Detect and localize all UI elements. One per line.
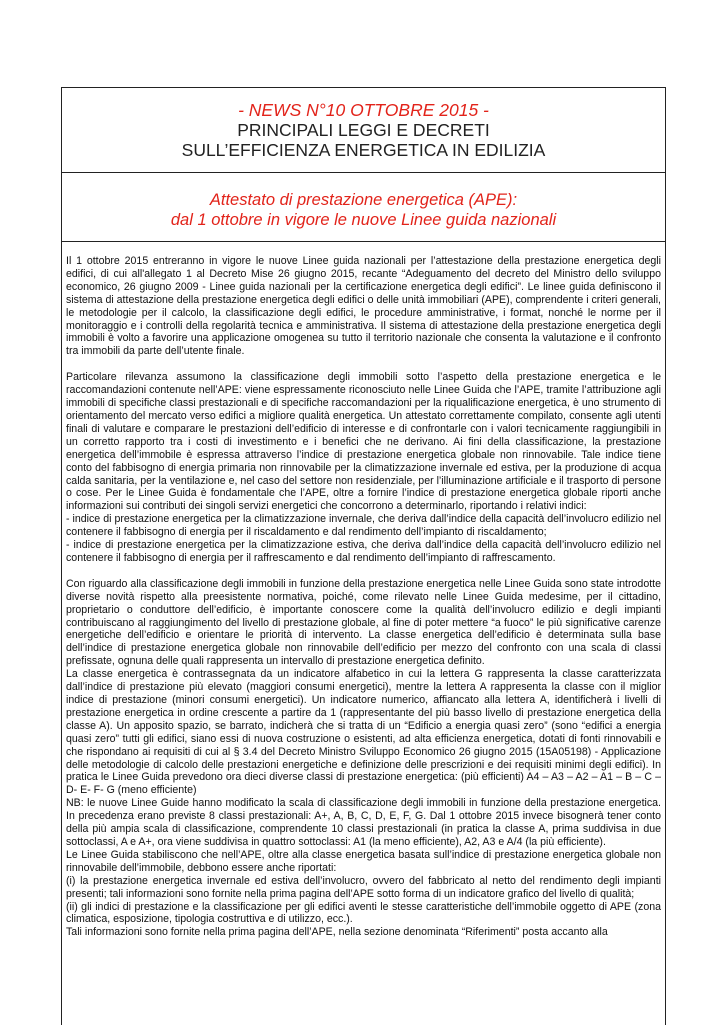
newsletter-page (61, 87, 666, 1025)
paragraph-energy-class: La classe energetica è contrassegnata da un indicatore alfabetico in cui la lettera G rappresenta la classe caratterizzata dall’indice di prestazione più elevato (maggiori consumi energetici), mentre la lettera A rappresenta la classe con il miglior indice di prestazione (minori consumi energetici). Un indicatore numerico, affiancato alla lettera A, identificherà i livelli di prestazione energetica in ordine crescente a partire da 1 (rappresentante del più basso livello di prestazione energetica della classe A). Un apposito spazio, se barrato, indicherà che si tratta di un “Edificio a energia quasi zero” (sono “edifici a energia quasi zero” tutti gli edifici, siano essi di nuova costruzione o esistenti, ad alta efficienza energetica, dotati di fonti rinnovabili e che rispondano ai requisiti di cui al § 3.4 del Decreto Ministro Sviluppo Economico 26 giugno 2015 (15A05198) - Applicazione delle metodologie di calcolo delle prestazioni energetiche e definizione delle prescrizioni e dei requisiti minimi degli edifici). In pratica le Linee Guida prevedono ora dieci diverse classi di prestazione energetica: (più efficienti) A4 – A3 – A2 – A1 – B – C – D- E- F- G (meno efficiente) (66, 668, 661, 797)
list-item-envelope: (i) la prestazione energetica invernale ed estiva dell’involucro, ovvero del fabbricato al netto del rendimento degli impianti presenti; tali informazioni sono fornite nella prima pagina dell’APE sotto forma di un indicatore grafico del livello di qualità; (66, 874, 661, 900)
article-body (62, 242, 665, 939)
paragraph-references: Tali informazioni sono fornite nella prima pagina dell’APE, nella sezione denominata “Riferimenti” posta accanto alla (66, 926, 608, 939)
list-item-summer-index: - indice di prestazione energetica per la climatizzazione estiva, che deriva dall’indice della capacità dell’involucro edilizio nel contenere il fabbisogno di energia per il raffrescamento e dal rendimento dell’impianto di raffrescamento. (66, 539, 661, 564)
paragraph-nb-note: NB: le nuove Linee Guide hanno modificato la scala di classificazione degli immobili in funzione della prestazione energetica. In precedenza erano previste 8 classi prestazionali: A+, A, B, C, D, E, F, G. Dal 1 ottobre 2015 invece bisognerà tener conto della più ampia scala di classificazione, comprendente 10 classi prestazionali (in pratica la classe A, prima suddivisa in due sottoclassi, A e A+, ora viene suddivisa in quattro sottoclassi: A1 (la meno efficiente), A2, A3 e A/4 (la più efficiente). (66, 797, 661, 848)
news-issue-line: - NEWS N°10 OTTOBRE 2015 - (238, 100, 489, 120)
newsletter-header (62, 88, 665, 173)
paragraph-ape-content: Le Linee Guida stabiliscono che nell’APE, oltre alla classe energetica basata sull’indice di prestazione energetica globale non rinnovabile dell’immobile, debbono essere anche riportati: (66, 848, 661, 874)
article-header (62, 173, 665, 242)
paragraph-intro: Il 1 ottobre 2015 entreranno in vigore le nuove Linee guida nazionali per l’attestazione della prestazione energetica degli edifici, di cui all'allegato 1 al Decreto Mise 26 giugno 2015, recante “Adeguamento del decreto del Ministro dello sviluppo economico, 26 giugno 2009 - Linee guida nazionali per la certificazione energetica degli edifici”. Le linee guida definiscono il sistema di attestazione della prestazione energetica degli edifici o delle unità immobiliari (APE), comprendente i criteri generali, le metodologie per il calcolo, la classificazione degli edifici, le procedure amministrative, i format, nonché le norme per il monitoraggio e i controlli della regolarità tecnica e amministrativa. Il sistema di attestazione della prestazione energetica degli immobili è volto a favorire una applicazione omogenea su tutto il territorio nazionale che consenta la valutazione e il confronto tra immobili da parte dell’utente finale. (66, 255, 661, 358)
paragraph-classification: Particolare rilevanza assumono la classificazione degli immobili sotto l’aspetto della prestazione energetica e le raccomandazioni contenute nell’APE: viene espressamente riconosciuto nelle Linee Guida che l’APE, tramite l’attribuzione agli immobili di specifiche classi prestazionali e di specifiche raccomandazioni per la riqualificazione energetica, è uno strumento di orientamento del mercato verso edifici a migliore qualità energetica. Un attestato correttamente compilato, consente agli utenti finali di valutare e comparare le prestazioni dell’edificio di interesse e di confrontarle con i valori tecnicamente raggiungibili in un corretto rapporto tra i costi di investimento e i benefici che ne derivano. Ai fini della classificazione, la prestazione energetica dell’immobile è espressa attraverso l’indice di prestazione energetica globale non rinnovabile. Tale indice tiene conto del fabbisogno di energia primaria non rinnovabile per la climatizzazione invernale ed estiva, per la produzione di acqua calda sanitaria, per la ventilazione e, nel caso del settore non residenziale, per l’illuminazione artificiale e il trasporto di persone o cose. Per le Linee Guida è fondamentale che l’APE, oltre a fornire l’indice di prestazione energetica globale riporti anche informazioni sui contributi dei singoli servizi energetici che concorrono a determinarlo, riportando i relativi indici: (66, 371, 661, 513)
list-item-reference-indices: (ii) gli indici di prestazione e la classificazione per gli edifici aventi le stesse caratteristiche dell’immobile oggetto di APE (zona climatica, esposizione, tipologia costruttiva e di utilizzo, ecc.). (66, 900, 661, 926)
article-title-line1: Attestato di prestazione energetica (APE): (209, 191, 518, 209)
paragraph-novelties: Con riguardo alla classificazione degli immobili in funzione della prestazione energetica nelle Linee Guida sono state introdotte diverse novità rispetto alla preesistente normativa, poiché, come rilevato nelle Linee Guida medesime, per il cittadino, proprietario o conduttore dell’edificio, è importante conoscere come la qualità dell’involucro edilizio e degli impianti contribuiscano al raggiungimento del livello di prestazione globale, al fine di poter mettere “a fuoco” le più significative carenze energetiche dell’edificio e orientare le priorità di intervento. La classe energetica dell’edificio è determinata sulla base dell’indice di prestazione energetica globale non rinnovabile dell’edificio per mezzo del confronto con una scala di classi prefissate, ognuna delle quali rappresenta un intervallo di prestazione energetica definito. (66, 577, 661, 668)
article-title-line2: dal 1 ottobre in vigore le nuove Linee guida nazionali (170, 211, 557, 229)
page-title-line2: SULL’EFFICIENZA ENERGETICA IN EDILIZIA (181, 140, 546, 160)
page-title-line1: PRINCIPALI LEGGI E DECRETI (237, 120, 490, 140)
list-item-winter-index: - indice di prestazione energetica per la climatizzazione invernale, che deriva dall’indice della capacità dell’involucro edilizio nel contenere il fabbisogno di energia per il riscaldamento e dal rendimento dell’impianto di riscaldamento; (66, 513, 661, 539)
